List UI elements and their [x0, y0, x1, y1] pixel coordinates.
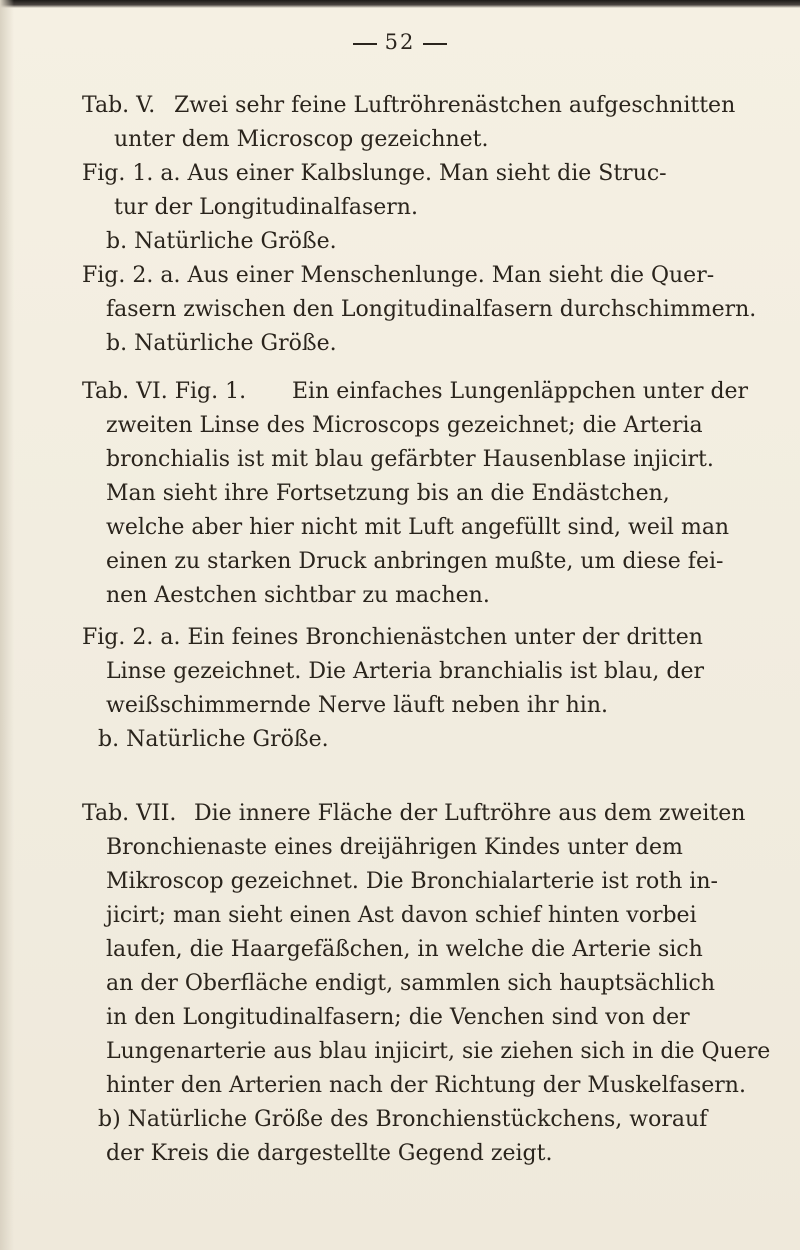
tab-vi-line-1: Ein einfaches Lungenläppchen unter der [292, 379, 749, 404]
tab-vii-line-7: in den Longitudinalfasern; die Venchen sind von der [106, 1005, 690, 1030]
page-number-text: 52 [384, 30, 416, 54]
tab-vi-line-7: nen Aestchen sichtbar zu machen. [106, 583, 490, 608]
tab-v-line-5: b. Natürliche Größe. [106, 229, 337, 254]
tab-v-line-8: b. Natürliche Größe. [106, 331, 337, 356]
tab-vii-line-6: an der Oberfläche endigt, sammlen sich hauptsächlich [106, 971, 716, 996]
tab-v-line-4: tur der Longitudinalfasern. [114, 195, 418, 220]
tab-vi-heading: Tab. VI. Fig. 1. [82, 379, 247, 404]
tab-vi-line-6: einen zu starken Druck anbringen mußte, um diese fei- [106, 549, 724, 574]
tab-vii-line-11: der Kreis die dargestellte Gegend zeigt. [106, 1141, 553, 1166]
tab-vi-line-4: Man sieht ihre Fortsetzung bis an die Endästchen, [106, 481, 670, 506]
tab-vi-line-3: bronchialis ist mit blau gefärbter Hausenblase injicirt. [106, 447, 714, 472]
page-number-left-dash [353, 43, 377, 45]
tab-vi-line-8: Fig. 2. a. Ein feines Bronchienästchen unter der dritten [82, 625, 703, 650]
tab-vii-line-8: Lungenarterie aus blau injicirt, sie ziehen sich in die Quere [106, 1039, 771, 1064]
tab-vii-heading: Tab. VII. [82, 801, 177, 826]
tab-vii-line-10: b) Natürliche Größe des Bronchienstückchens, worauf [98, 1107, 708, 1132]
tab-vi-line-10: weißschimmernde Nerve läuft neben ihr hin. [106, 693, 608, 718]
page-number [0, 30, 800, 54]
tab-vii-line-1: Die innere Fläche der Luftröhre aus dem zweiten [194, 801, 746, 826]
tab-v-line-3: Fig. 1. a. Aus einer Kalbslunge. Man sieht die Struc- [82, 161, 667, 186]
tab-vi-line-2: zweiten Linse des Microscops gezeichnet; die Arteria [106, 413, 703, 438]
page-gutter-shadow [0, 0, 14, 1250]
page-number-right-dash [423, 43, 447, 45]
tab-vi-line-9: Linse gezeichnet. Die Arteria branchialis ist blau, der [106, 659, 705, 684]
tab-v-heading: Tab. V. [82, 93, 156, 118]
tab-v-line-1: Zwei sehr feine Luftröhrenästchen aufgeschnitten [174, 93, 736, 118]
tab-vi-line-11: b. Natürliche Größe. [98, 727, 329, 752]
tab-v-line-7: fasern zwischen den Longitudinalfasern durchschimmern. [106, 297, 757, 322]
tab-vii-line-9: hinter den Arterien nach der Richtung der Muskelfasern. [106, 1073, 746, 1098]
tab-vii-line-2: Bronchienaste eines dreijährigen Kindes unter dem [106, 835, 683, 860]
tab-v-line-2: unter dem Microscop gezeichnet. [114, 127, 489, 152]
tab-vii-line-5: laufen, die Haargefäßchen, in welche die Arterie sich [106, 937, 703, 962]
tab-vii-line-3: Mikroscop gezeichnet. Die Bronchialarterie ist roth in- [106, 869, 718, 894]
tab-vi-line-5: welche aber hier nicht mit Luft angefüllt sind, weil man [106, 515, 730, 540]
page-top-edge [0, 0, 800, 8]
tab-v-line-6: Fig. 2. a. Aus einer Menschenlunge. Man sieht die Quer- [82, 263, 715, 288]
tab-vii-line-4: jicirt; man sieht einen Ast davon schief hinten vorbei [106, 903, 697, 928]
